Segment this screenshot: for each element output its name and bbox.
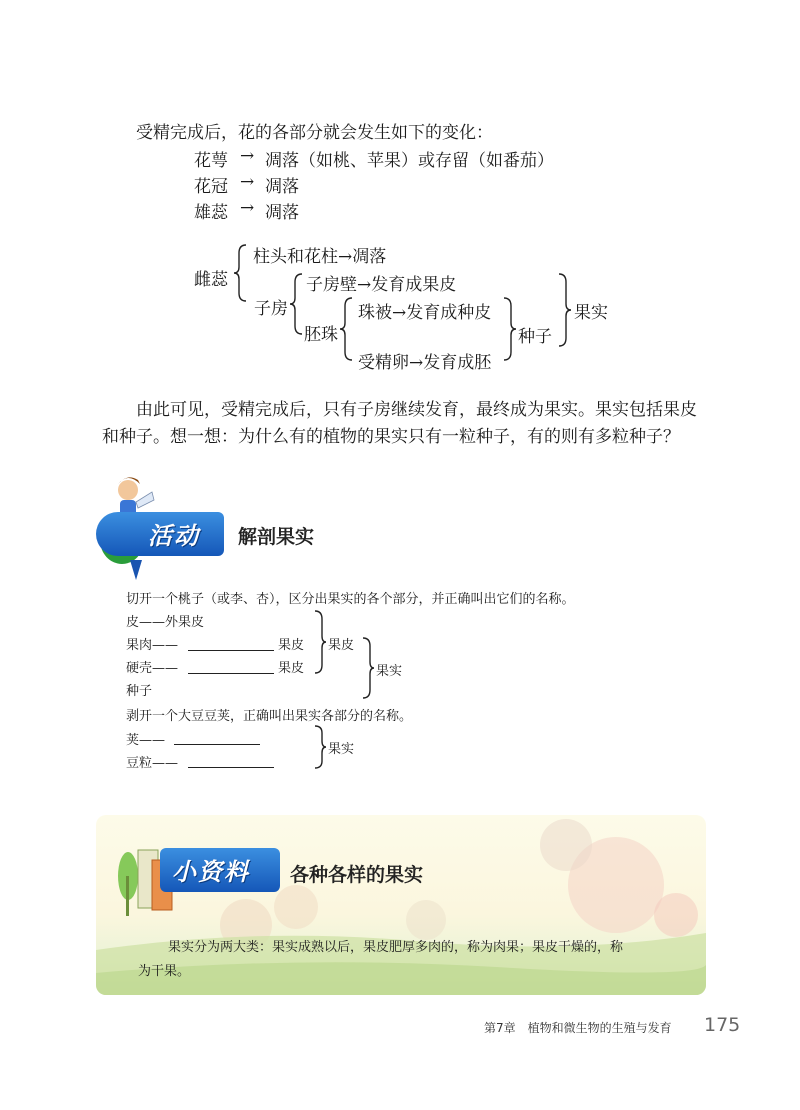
change-result: 凋落: [265, 203, 299, 223]
conclusion-line-2: 和种子。想一想：为什么有的植物的果实只有一粒种子，有的则有多粒种子？: [102, 427, 680, 447]
brace-pistil: [232, 243, 250, 303]
peach-flesh-suffix: 果皮: [278, 638, 305, 653]
blank-pod[interactable]: [174, 744, 260, 745]
peach-seed: 种子: [126, 684, 153, 699]
footer-chapter: 第7章 植物和微生物的生殖与发育: [484, 1021, 672, 1035]
change-result: 凋落（如桃、苹果）或存留（如番茄）: [265, 151, 554, 171]
integument-text: 珠被→发育成种皮: [358, 303, 492, 323]
info-text-line-1: 果实分为两大类：果实成熟以后，果皮肥厚多肉的，称为肉果；果皮干燥的，称: [168, 940, 624, 955]
brace-seed: [500, 296, 518, 362]
peach-shell-suffix: 果皮: [278, 661, 305, 676]
info-label: 小资料: [172, 858, 250, 886]
fertilized-egg-text: 受精卵→发育成胚: [358, 353, 492, 373]
page-number: 175: [704, 1014, 741, 1036]
peach-fruit-label: 果实: [376, 664, 403, 679]
change-part: 花萼: [194, 151, 228, 171]
info-title: 各种各样的果实: [290, 864, 424, 886]
peach-skin: 皮——外果皮: [126, 615, 205, 630]
arrow: →: [240, 146, 255, 166]
change-part: 雄蕊: [194, 203, 228, 223]
bean-seed: 豆粒——: [126, 756, 179, 771]
stigma-style-text: 柱头和花柱→凋落: [253, 247, 387, 267]
peach-flesh: 果肉——: [126, 638, 179, 653]
ovary-wall-text: 子房壁→发育成果皮: [306, 275, 457, 295]
bean-pod: 荚——: [126, 733, 166, 748]
pericarp-label: 果皮: [328, 638, 355, 653]
peach-shell: 硬壳——: [126, 661, 179, 676]
ovule-label: 胚珠: [304, 325, 338, 345]
activity-instruction-1: 切开一个桃子（或李、杏），区分出果实的各个部分，并正确叫出它们的名称。: [126, 592, 575, 607]
bean-fruit-label: 果实: [328, 742, 355, 757]
blank-flesh[interactable]: [188, 650, 274, 651]
brace-bean-fruit: [312, 724, 328, 770]
activity-instruction-2: 剥开一个大豆豆荚，正确叫出果实各部分的名称。: [126, 709, 413, 724]
pistil-label: 雌蕊: [194, 270, 228, 290]
info-text-line-2: 为干果。: [138, 964, 191, 979]
ovary-label: 子房: [254, 299, 288, 319]
arrow: →: [240, 172, 255, 192]
seed-label: 种子: [518, 327, 552, 347]
fruit-label: 果实: [574, 303, 608, 323]
brace-pericarp: [312, 609, 328, 675]
blank-shell[interactable]: [188, 673, 274, 674]
arrow: →: [240, 198, 255, 218]
brace-peach-fruit: [360, 636, 376, 700]
activity-title: 解剖果实: [238, 526, 315, 548]
activity-label: 活动: [148, 522, 200, 550]
change-part: 花冠: [194, 177, 228, 197]
change-result: 凋落: [265, 177, 299, 197]
blank-bean[interactable]: [188, 767, 274, 768]
brace-fruit: [555, 272, 573, 348]
brace-ovule: [338, 296, 356, 362]
intro-text: 受精完成后，花的各部分就会发生如下的变化：: [136, 123, 493, 143]
conclusion-line-1: 由此可见，受精完成后，只有子房继续发育，最终成为果实。果实包括果皮: [136, 400, 697, 420]
